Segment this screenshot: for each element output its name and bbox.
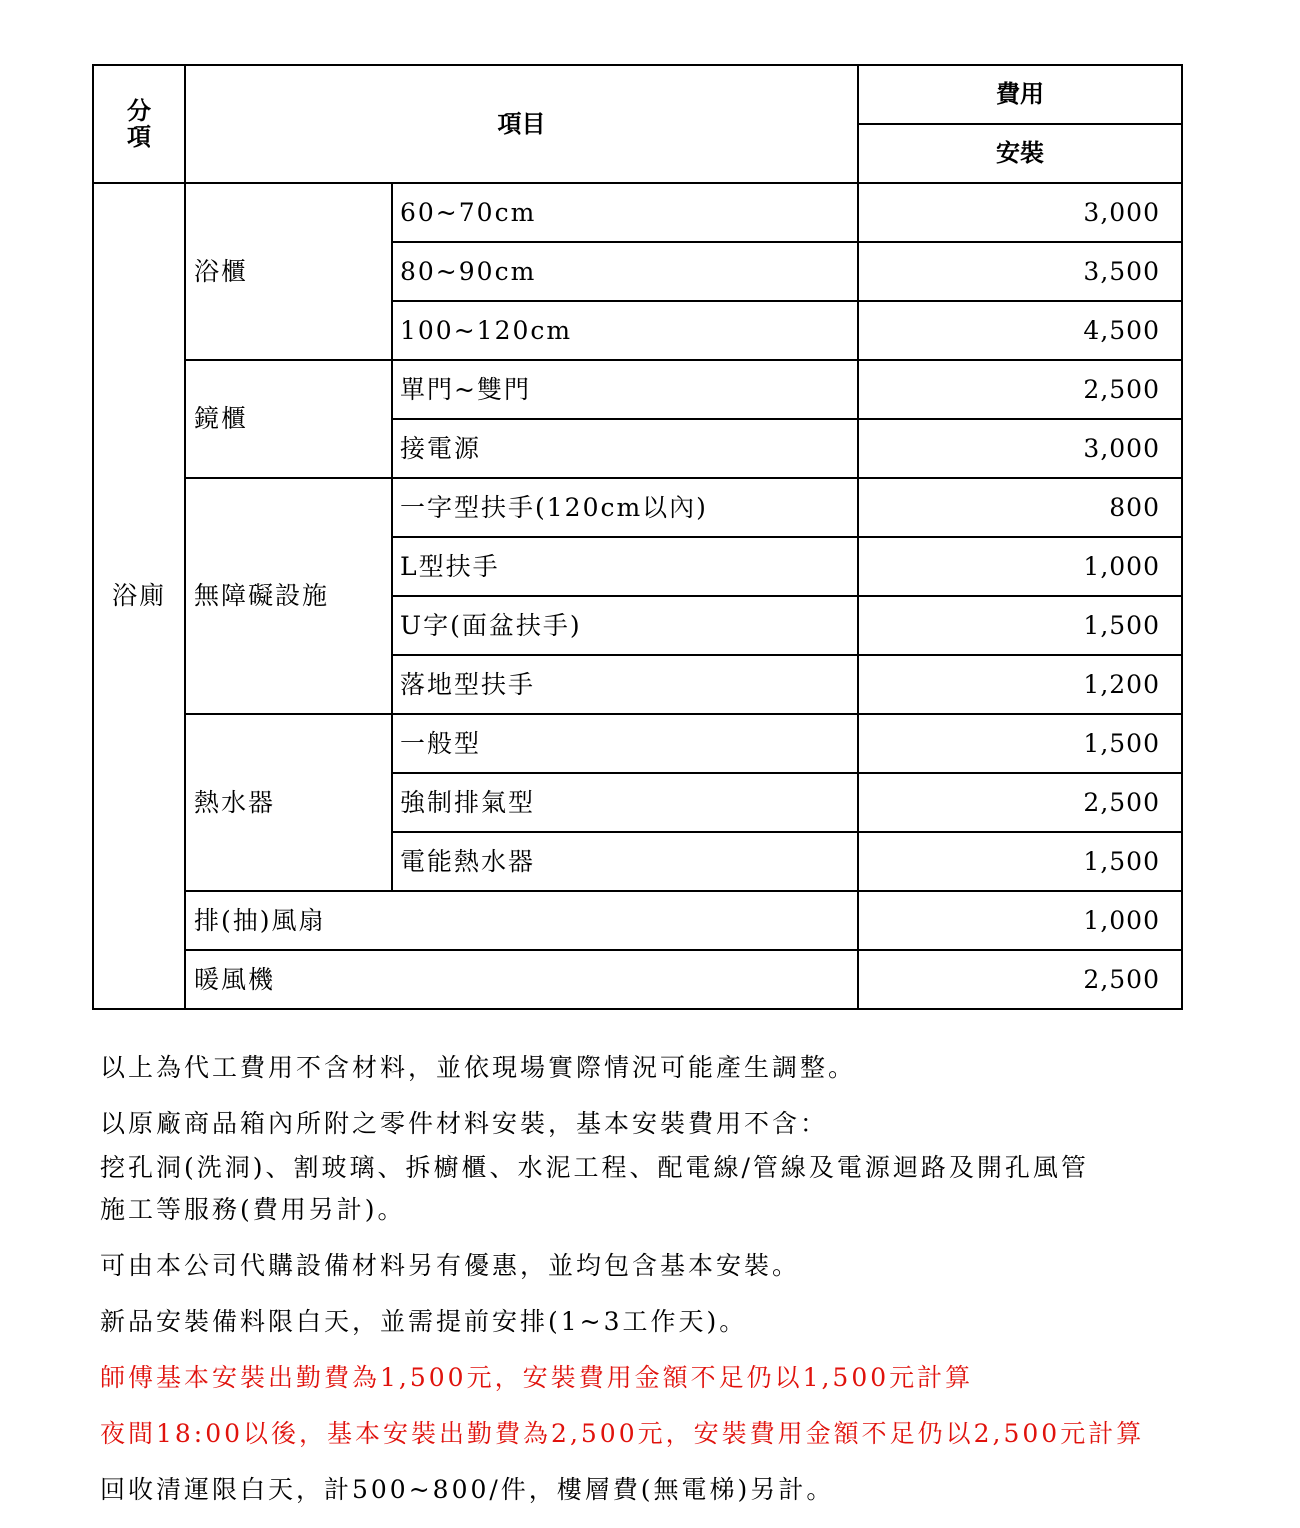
group-name-cell: 浴櫃: [185, 183, 392, 360]
fee-cell: 1,000: [858, 537, 1182, 596]
install-header: 安裝: [858, 124, 1182, 183]
note-daytime-schedule: 新品安裝備料限白天，並需提前安排(1~3工作天)。: [100, 1307, 748, 1336]
note-day-callout-fee: 師傅基本安裝出勤費為1,500元，安裝費用金額不足仍以1,500元計算: [100, 1363, 974, 1392]
installation-fee-table: [92, 64, 1183, 1010]
note-recycling: 回收清運限白天，計500~800/件，樓層費(無電梯)另計。: [100, 1475, 835, 1504]
fee-cell: 1,200: [858, 655, 1182, 714]
category-header-top: 分: [127, 95, 151, 125]
item-cell: 接電源: [392, 419, 858, 478]
fee-header: 費用: [858, 65, 1182, 124]
item-cell: 80~90cm: [392, 242, 858, 301]
fee-cell: 1,500: [858, 714, 1182, 773]
item-cell: 一字型扶手(120cm以內): [392, 478, 858, 537]
group-name-cell: 熱水器: [185, 714, 392, 891]
note-excluded-services-cont: 施工等服務(費用另計)。: [100, 1195, 406, 1224]
category-header: [93, 65, 185, 183]
item-cell: 一般型: [392, 714, 858, 773]
fee-cell: 1,500: [858, 596, 1182, 655]
item-cell: 電能熱水器: [392, 832, 858, 891]
item-header: 項目: [185, 65, 858, 183]
item-cell: 60~70cm: [392, 183, 858, 242]
category-cell: 浴廁: [93, 183, 185, 1009]
category-header-bottom: 項: [127, 122, 151, 151]
notes-section: [100, 1048, 1220, 1506]
note-excluded-services: 挖孔洞(洗洞)、割玻璃、拆櫥櫃、水泥工程、配電線/管線及電源迴路及開孔風管: [100, 1153, 1089, 1182]
single-item-cell: 暖風機: [185, 950, 858, 1009]
note-purchase-discount: 可由本公司代購設備材料另有優惠，並均包含基本安裝。: [100, 1251, 801, 1280]
table-row: [93, 360, 1182, 419]
item-cell: 強制排氣型: [392, 773, 858, 832]
table-body: [93, 65, 1182, 1009]
item-cell: 單門~雙門: [392, 360, 858, 419]
table-row: [93, 183, 1182, 242]
note-night-callout-fee: 夜間18:00以後，基本安裝出勤費為2,500元，安裝費用金額不足仍以2,500元計算: [100, 1419, 1145, 1448]
fee-cell: 3,000: [858, 183, 1182, 242]
table-row: [93, 714, 1182, 773]
single-item-cell: 排(抽)風扇: [185, 891, 858, 950]
fee-cell: 1,000: [858, 891, 1182, 950]
fee-cell: 2,500: [858, 360, 1182, 419]
table-row: [93, 478, 1182, 537]
fee-cell: 800: [858, 478, 1182, 537]
item-cell: U字(面盆扶手): [392, 596, 858, 655]
header-row-1: [93, 65, 1182, 124]
group-name-cell: 無障礙設施: [185, 478, 392, 714]
fee-cell: 3,500: [858, 242, 1182, 301]
fee-cell: 4,500: [858, 301, 1182, 360]
group-name-cell: 鏡櫃: [185, 360, 392, 478]
table-row: [93, 950, 1182, 1009]
fee-cell: 2,500: [858, 950, 1182, 1009]
note-material-excluded: 以上為代工費用不含材料，並依現場實際情況可能產生調整。: [100, 1053, 857, 1082]
fee-cell: 3,000: [858, 419, 1182, 478]
table-row: [93, 891, 1182, 950]
item-cell: L型扶手: [392, 537, 858, 596]
item-cell: 100~120cm: [392, 301, 858, 360]
note-original-parts: 以原廠商品箱內所附之零件材料安裝，基本安裝費用不含：: [100, 1109, 829, 1138]
item-cell: 落地型扶手: [392, 655, 858, 714]
fee-cell: 2,500: [858, 773, 1182, 832]
fee-cell: 1,500: [858, 832, 1182, 891]
